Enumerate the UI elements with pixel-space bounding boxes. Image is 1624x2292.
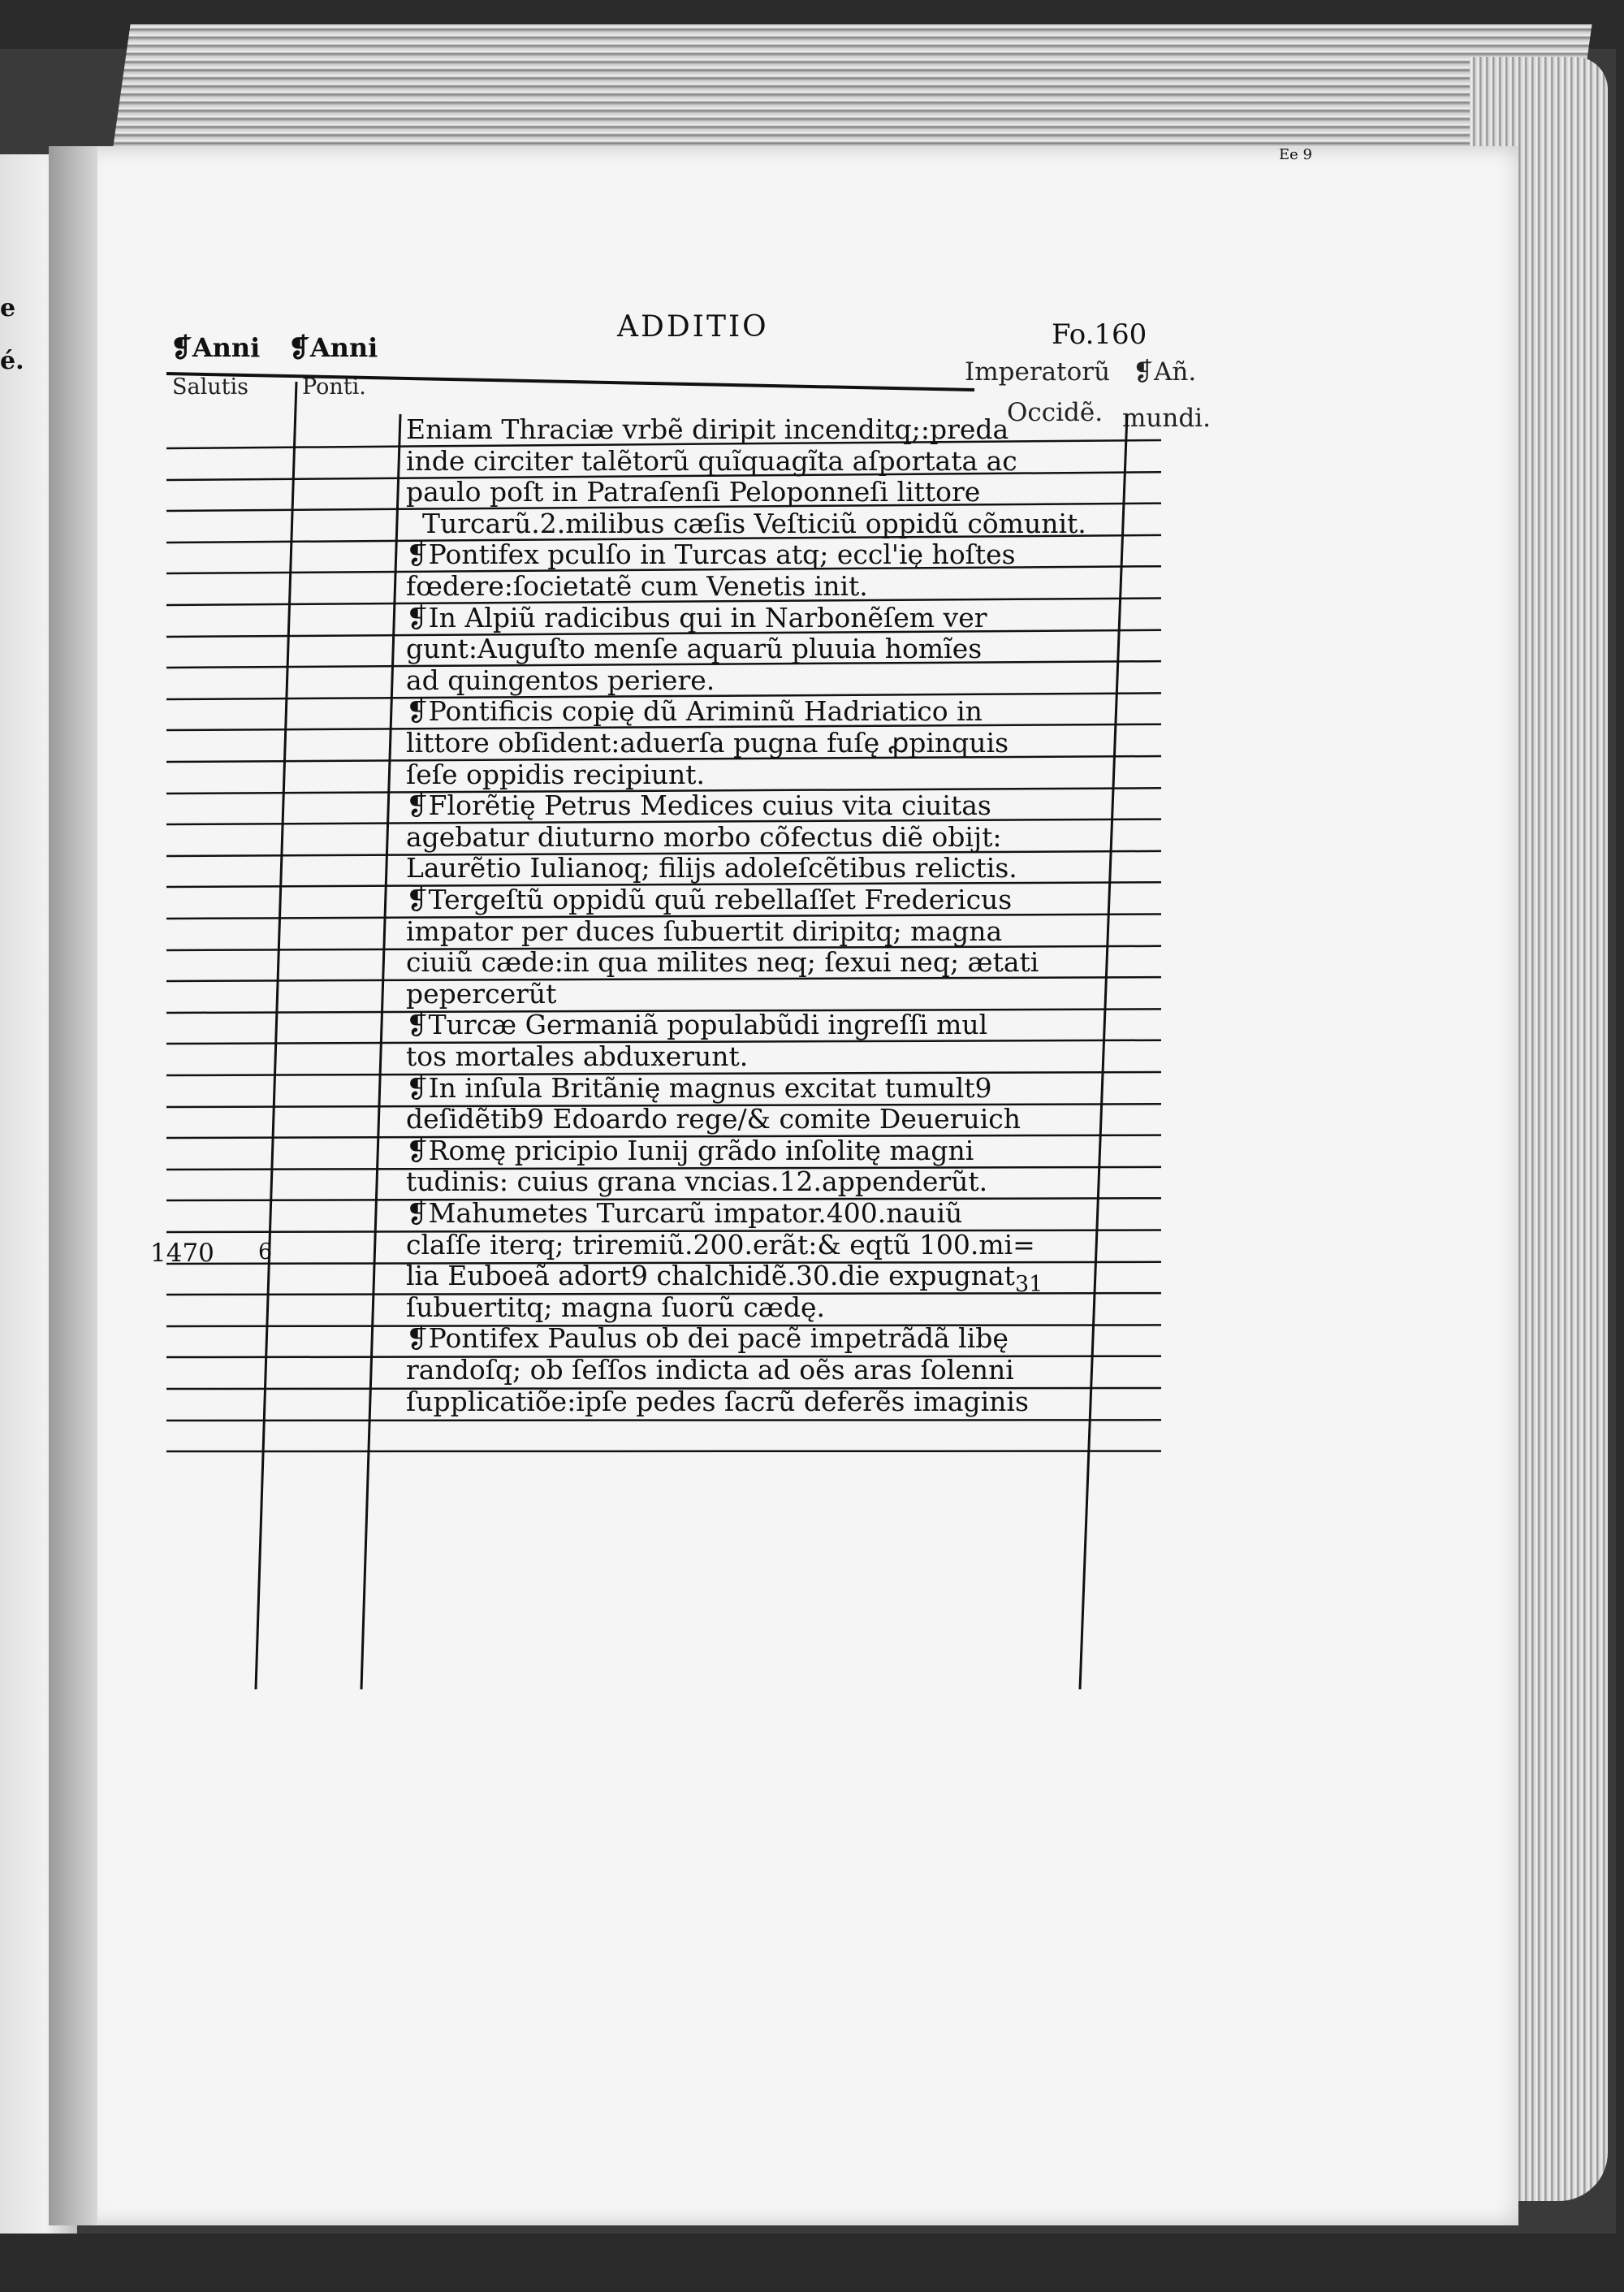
column-subhead-occidentis: Occidẽ. [1007, 398, 1104, 427]
chronicle-line: ❡In inſula Britãnię magnus excitat tumult9 [406, 1072, 992, 1104]
chronicle-line: ❡Mahumetes Turcarũ impator.400.nauiũ [406, 1197, 963, 1229]
chronicle-line: ſubuertitq; magna ſuorũ cædę. [406, 1291, 825, 1323]
table-rule [166, 374, 974, 390]
pontificate-year: 6 [258, 1239, 273, 1265]
running-title: ADDITIO [617, 310, 769, 344]
column-head-anni-ponti: ❡Anni [288, 332, 378, 363]
left-page-fragment: e [0, 294, 16, 322]
chronicle-line: ſupplicatiõe:ipſe pedes ſacrũ deferẽs imaginis [406, 1386, 1029, 1417]
chronicle-line: lia Euboeã adort9 chalchidẽ.30.die expugnat [406, 1260, 1015, 1291]
chronicle-line: ad quingentos periere. [406, 664, 715, 696]
chronicle-line: ❡Pontifex Paulus ob dei pacẽ impetrãdã libę [406, 1322, 1009, 1354]
chronicle-line: ſeſe oppidis recipiunt. [406, 759, 706, 790]
chronicle-line: tudinis: cuius grana vncias.12.appenderũt. [406, 1165, 988, 1197]
chronicle-line: impator per duces ſubuertit diripitq; magna [406, 915, 1003, 947]
chronicle-line: ❡Romę pricipio Iunij grãdo inſolitę magni [406, 1135, 974, 1166]
chronicle-line: fœdere:ſocietatẽ cum Venetis init. [406, 570, 868, 602]
chronicle-line: ❡Turcæ Germaniã populabũdi ingreſſi mul [406, 1009, 988, 1040]
chronicle-line: ❡Tergeſtũ oppidũ quũ rebellaſſet Fredericus [406, 884, 1013, 915]
chronicle-line: ❡Pontifex pculſo in Turcas atq; eccl'ię hoſtes [406, 538, 1016, 570]
table-rule [256, 382, 296, 1689]
chronicle-line: claſſe iterq; triremiũ.200.erãt:& eqtũ 100.mi= [406, 1229, 1035, 1261]
emperor-year: 31 [1015, 1272, 1043, 1297]
table-rule [166, 1420, 1161, 1421]
chronicle-line: tos mortales abduxerunt. [406, 1040, 749, 1072]
chronicle-line: ❡Pontificis copię dũ Ariminũ Hadriatico in [406, 695, 983, 727]
chronicle-line: Laurẽtio Iulianoq; filijs adoleſcẽtibus relictis. [406, 852, 1017, 884]
column-head-imperatorum: Imperatorũ [965, 357, 1111, 387]
left-page-fragment: é. [0, 347, 24, 375]
chronicle-line: randoſq; ob ſeſſos indicta ad oẽs aras ſolenni [406, 1354, 1014, 1386]
column-subhead-ponti: Ponti. [302, 374, 366, 400]
chronicle-line: pepercerũt [406, 978, 557, 1010]
column-subhead-salutis: Salutis [172, 374, 248, 400]
chronicle-line: gunt:Auguſto menſe aquarũ pluuia homĩes [406, 633, 983, 664]
chronicle-line: littore obſident:aduerſa pugna fuſę ꝓpinquis [406, 727, 1009, 759]
column-head-anni-mundi: ❡Añ. [1133, 357, 1197, 387]
table-rule [361, 414, 400, 1689]
chronicle-line: agebatur diuturno morbo cõfectus diẽ obijt: [406, 821, 1002, 853]
column-subhead-mundi: mundi. [1122, 404, 1211, 433]
chronicle-line: paulo poſt in Patraſenſi Peloponneſi littore [406, 476, 981, 508]
chronicle-line: ❡Florẽtię Petrus Medices cuius vita ciuitas [406, 789, 991, 821]
chronicle-line: Turcarũ.2.milibus cæſis Veſticiũ oppidũ cõmunit. [422, 508, 1086, 539]
chronicle-line: deſidẽtib9 Edoardo rege/& comite Deueruich [406, 1103, 1021, 1135]
chronicle-line: ciuiũ cæde:in qua milites neq; ſexui neq; ætati [406, 946, 1039, 978]
folio-number: Fo.160 [1052, 318, 1147, 351]
column-head-anni-salutis: ❡Anni [171, 332, 261, 363]
chronicle-line: Eniam Thraciæ vrbẽ diripit incenditq;:preda [406, 413, 1009, 445]
year-of-salvation: 1470 [150, 1239, 214, 1268]
chronicle-line: ❡In Alpiũ radicibus qui in Narbonẽſem ver [406, 602, 987, 634]
chronicle-line: inde circiter talẽtorũ quĩquagĩta aſportata ac [406, 445, 1017, 477]
signature-mark: Ee 9 [1279, 146, 1312, 163]
